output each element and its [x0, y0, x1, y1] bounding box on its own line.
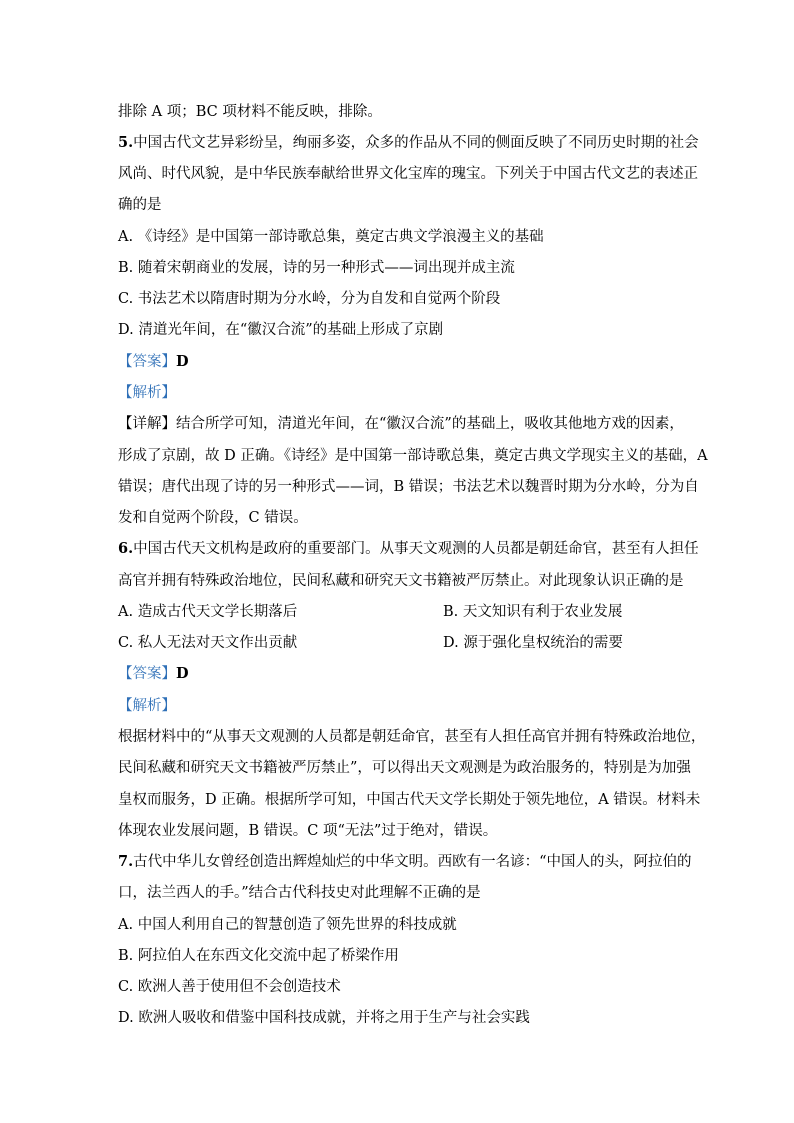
prev-explanation-tail: 排除 A 项；BC 项材料不能反映，排除。 [118, 104, 382, 120]
q7-option-a: A. 中国人利用自己的智慧创造了领先世界的科技成就 [118, 917, 457, 933]
answer-label: 【答案】 [118, 666, 176, 682]
q5-option-c: C. 书法艺术以隋唐时期为分水岭，分为自发和自觉两个阶段 [118, 291, 501, 307]
q6-option-a: A. 造成古代天文学长期落后 [118, 604, 298, 620]
q6-analysis-label: 【解析】 [118, 698, 176, 714]
q7-option-b: B. 阿拉伯人在东西文化交流中起了桥梁作用 [118, 948, 399, 964]
q6-option-b: B. 天文知识有利于农业发展 [443, 604, 623, 620]
q5-explanation-line-1: 【详解】结合所学可知，清道光年间，在“徽汉合流”的基础上，吸收其他地方戏的因素， [118, 416, 684, 432]
q6-option-c: C. 私人无法对天文作出贡献 [118, 635, 298, 651]
q5-explanation-line-3: 错误；唐代出现了诗的另一种形式——词，B 错误；书法艺术以魏晋时期为分水岭，分为自 [118, 479, 699, 495]
q5-explanation-line-2: 形成了京剧，故 D 正确。《诗经》是中国第一部诗歌总集，奠定古典文学现实主义的基础，A [118, 448, 708, 464]
q6-stem-line-1: 6.中国古代天文机构是政府的重要部门。从事天文观测的人员都是朝廷命官，甚至有人担任 [118, 540, 699, 557]
q5-explanation-line-4: 发和自觉两个阶段，C 错误。 [118, 510, 308, 526]
detail-label: 【详解】 [118, 416, 176, 432]
q6-stem-line-2: 高官并拥有特殊政治地位，民间私藏和研究天文书籍被严厉禁止。对此现象认识正确的是 [118, 573, 684, 589]
q7-number: 7. [118, 853, 134, 870]
q6-explanation-line-3: 皇权而服务，D 正确。根据所学可知，中国古代天文学长期处于领先地位，A 错误。材料未 [118, 792, 701, 808]
q5-option-a: A. 《诗经》是中国第一部诗歌总集，奠定古典文学浪漫主义的基础 [118, 229, 544, 245]
q5-analysis-label: 【解析】 [118, 385, 176, 401]
q5-option-b: B. 随着宋朝商业的发展，诗的另一种形式——词出现并成主流 [118, 260, 515, 276]
q7-option-d: D. 欧洲人吸收和借鉴中国科技成就，并将之用于生产与社会实践 [118, 1010, 530, 1026]
q6-option-d: D. 源于强化皇权统治的需要 [443, 635, 623, 651]
q5-stem-line-1: 5.中国古代文艺异彩纷呈，绚丽多姿，众多的作品从不同的侧面反映了不同历史时期的社会 [118, 134, 699, 151]
q6-number: 6. [118, 540, 134, 557]
q7-stem-line-1: 7.古代中华儿女曾经创造出辉煌灿烂的中华文明。西欧有一名谚：“中国人的头，阿拉伯的 [118, 853, 692, 870]
q6-explanation-line-1: 根据材料中的“从事天文观测的人员都是朝廷命官，甚至有人担任高官并拥有特殊政治地位， [118, 729, 706, 745]
q7-option-c: C. 欧洲人善于使用但不会创造技术 [118, 979, 341, 995]
q7-stem-line-2: 口，法兰西人的手。”结合古代科技史对此理解不正确的是 [118, 885, 481, 901]
q6-answer [118, 664, 189, 684]
q5-option-d: D. 清道光年间，在“徽汉合流”的基础上形成了京剧 [118, 322, 444, 338]
q5-number: 5. [118, 134, 134, 151]
q5-answer [118, 352, 189, 372]
answer-label: 【答案】 [118, 354, 176, 370]
q5-stem-line-3: 确的是 [118, 197, 162, 213]
q6-explanation-line-4: 体现农业发展问题，B 错误。C 项“无法”过于绝对，错误。 [118, 823, 498, 839]
answer-value: D [176, 665, 189, 682]
q5-stem-line-2: 风尚、时代风貌，是中华民族奉献给世界文化宝库的瑰宝。下列关于中国古代文艺的表述正 [118, 166, 698, 182]
answer-value: D [176, 353, 189, 370]
q6-explanation-line-2: 民间私藏和研究天文书籍被严厉禁止”，可以得出天文观测是为政治服务的，特别是为加强 [118, 760, 691, 776]
